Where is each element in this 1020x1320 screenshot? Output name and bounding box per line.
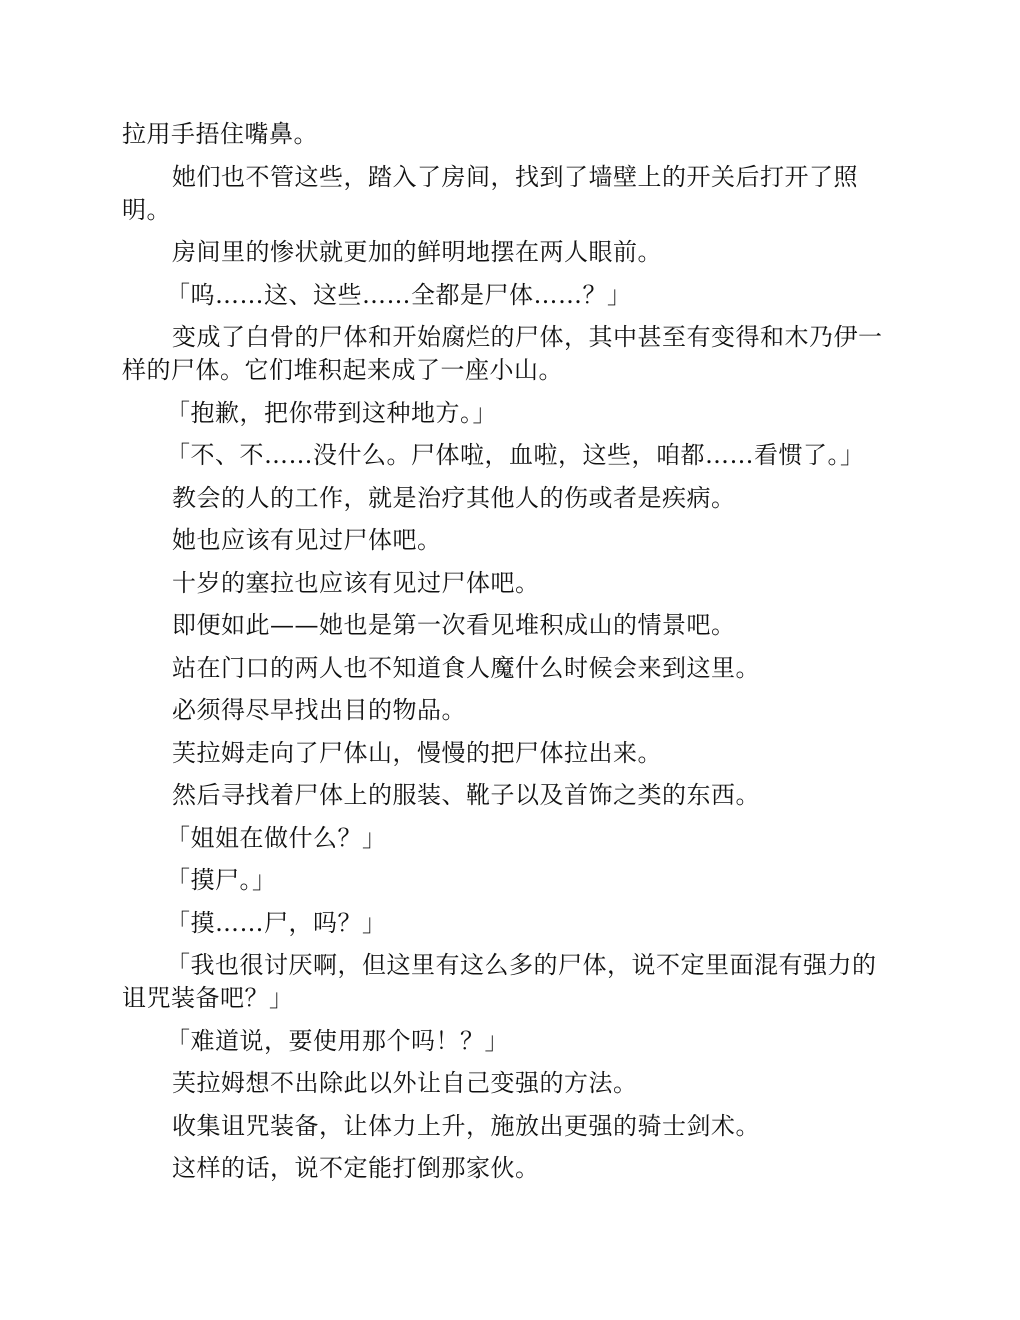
dialogue-line: 「难道说，要使用那个吗！？」: [166, 1026, 509, 1055]
paragraph: 即便如此——她也是第一次看见堆积成山的情景吧。: [172, 611, 736, 639]
paragraph: 这样的话，说不定能打倒那家伙。: [172, 1154, 540, 1182]
paragraph: 房间里的惨状就更加的鲜明地摆在两人眼前。: [172, 238, 662, 266]
paragraph: 芙拉姆走向了尸体山，慢慢的把尸体拉出来。: [172, 738, 662, 767]
dialogue-line: 「摸尸。」: [166, 866, 277, 894]
dialogue-line: 「抱歉，把你带到这种地方。」: [166, 398, 497, 427]
paragraph: 她们也不管这些，踏入了房间，找到了墙壁上的开关后打开了照明。: [122, 162, 858, 224]
paragraph: 芙拉姆想不出除此以外让自己变强的方法。: [172, 1069, 638, 1097]
paragraph: 变成了白骨的尸体和开始腐烂的尸体，其中甚至有变得和木乃伊一样的尸体。它们堆积起来成了一座小山。: [122, 323, 883, 384]
dialogue-line: 「我也很讨厌啊，但这里有这么多的尸体，说不定里面混有强力的诅咒装备吧？」: [122, 951, 877, 1012]
paragraph: 拉用手捂住嘴鼻。: [122, 120, 318, 148]
paragraph: 站在门口的两人也不知道食人魔什么时候会来到这里。: [172, 653, 760, 682]
paragraph: 十岁的塞拉也应该有见过尸体吧。: [172, 568, 540, 597]
paragraph: 必须得尽早找出目的物品。: [172, 696, 466, 724]
dialogue-line: 「呜……这、这些……全都是尸体……？」: [166, 280, 632, 309]
paragraph: 收集诅咒装备，让体力上升，施放出更强的骑士剑术。: [172, 1111, 760, 1140]
dialogue-line: 「摸……尸，吗？」: [166, 908, 387, 937]
paragraph: 教会的人的工作，就是治疗其他人的伤或者是疾病。: [172, 483, 736, 512]
dialogue-line: 「不、不……没什么。尸体啦，血啦，这些，咱都……看惯了。」: [166, 441, 865, 469]
paragraph: 然后寻找着尸体上的服装、靴子以及首饰之类的东西。: [172, 781, 760, 809]
paragraph: 她也应该有见过尸体吧。: [172, 526, 442, 554]
dialogue-line: 「姐姐在做什么？」: [166, 823, 387, 852]
